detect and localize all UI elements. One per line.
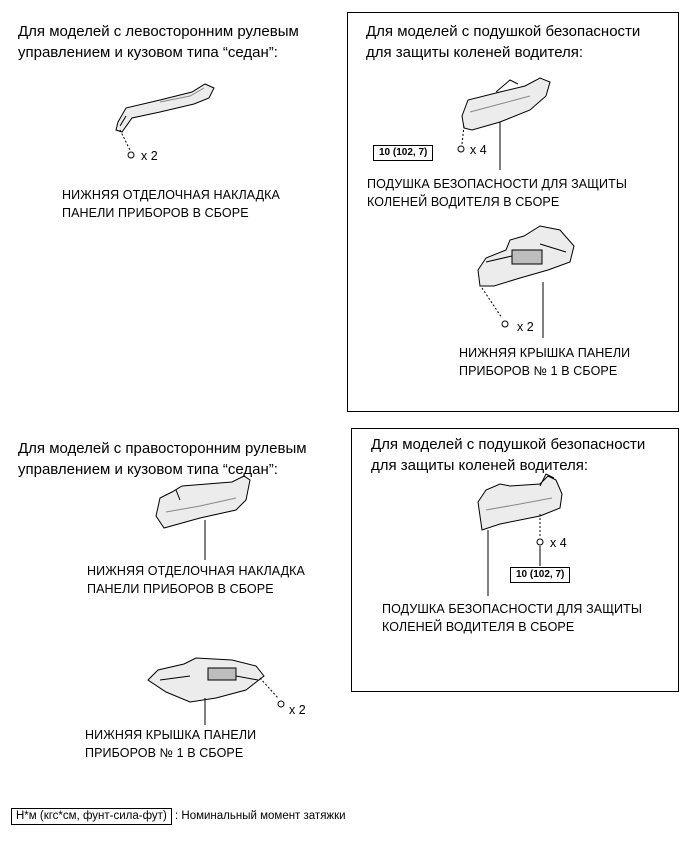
lhd-cover-screw-qty: x 2	[517, 320, 534, 334]
lhd-knee-airbag-heading-line2: для защиты коленей водителя:	[366, 44, 584, 61]
lhd-airbag-label-line1: ПОДУШКА БЕЗОПАСНОСТИ ДЛЯ ЗАЩИТЫ	[367, 177, 628, 191]
rhd-finish-panel-label	[87, 562, 305, 598]
rhd-airbag-label-line2: КОЛЕНЕЙ ВОДИТЕЛЯ В СБОРЕ	[382, 620, 575, 634]
rhd-knee-airbag-heading-line2: для защиты коленей водителя:	[371, 457, 589, 474]
rhd-sedan-heading	[18, 438, 307, 480]
torque-unit-box: Н*м (кгс*см, фунт-сила-фут)	[11, 808, 172, 825]
rhd-cover-screw-icon	[260, 678, 284, 707]
rhd-knee-airbag-heading	[371, 434, 645, 476]
rhd-lower-cover-label-line1: НИЖНЯЯ КРЫШКА ПАНЕЛИ	[85, 728, 257, 742]
lhd-airbag-label-line2: КОЛЕНЕЙ ВОДИТЕЛЯ В СБОРЕ	[367, 195, 560, 209]
lhd-sedan-heading	[18, 21, 299, 63]
rhd-sedan-heading-line2: управлением и кузовом типа “седан”:	[18, 461, 278, 478]
rhd-bolt-qty: x 4	[550, 536, 567, 550]
rhd-airbag-label-line1: ПОДУШКА БЕЗОПАСНОСТИ ДЛЯ ЗАЩИТЫ	[382, 602, 643, 616]
lhd-bolt-qty: x 4	[470, 143, 487, 157]
rhd-cover-screw-qty: x 2	[289, 703, 306, 717]
lhd-finish-panel-label	[62, 186, 280, 222]
lhd-knee-airbag-heading-line1: Для моделей с подушкой безопасности	[366, 23, 641, 40]
lhd-airbag-label	[367, 175, 627, 211]
rhd-lower-cover-label-line2: ПРИБОРОВ № 1 В СБОРЕ	[85, 746, 244, 760]
lhd-lower-cover-label-line1: НИЖНЯЯ КРЫШКА ПАНЕЛИ	[459, 346, 631, 360]
lhd-knee-airbag-heading	[366, 21, 640, 63]
rhd-finish-panel-label-line1: НИЖНЯЯ ОТДЕЛОЧНАЯ НАКЛАДКА	[87, 564, 305, 578]
rhd-sedan-heading-line1: Для моделей с правосторонним рулевым	[18, 440, 307, 457]
lhd-sedan-heading-line2: управлением и кузовом типа “седан”:	[18, 44, 278, 61]
lhd-lower-finish-panel-drawing	[116, 84, 214, 132]
rhd-knee-airbag-heading-line1: Для моделей с подушкой безопасности	[371, 436, 646, 453]
lhd-screw-icon	[120, 130, 134, 158]
lhd-lower-cover-label-line2: ПРИБОРОВ № 1 В СБОРЕ	[459, 364, 618, 378]
torque-unit-description: : Номинальный момент затяжки	[175, 810, 346, 822]
rhd-finish-panel-label-line2: ПАНЕЛИ ПРИБОРОВ В СБОРЕ	[87, 582, 274, 596]
lhd-sedan-heading-line1: Для моделей с левосторонним рулевым	[18, 23, 299, 40]
lhd-finish-panel-label-line1: НИЖНЯЯ ОТДЕЛОЧНАЯ НАКЛАДКА	[62, 188, 280, 202]
rhd-lower-cover-label	[85, 726, 256, 762]
rhd-torque-spec: 10 (102, 7)	[510, 567, 570, 583]
lhd-torque-spec: 10 (102, 7)	[373, 145, 433, 161]
lhd-finish-panel-label-line2: ПАНЕЛИ ПРИБОРОВ В СБОРЕ	[62, 206, 249, 220]
rhd-lower-finish-panel-drawing	[156, 476, 250, 528]
rhd-lower-cover-drawing	[148, 658, 264, 702]
rhd-airbag-label	[382, 600, 642, 636]
lhd-screw-qty: x 2	[141, 149, 158, 163]
lhd-lower-cover-label	[459, 344, 630, 380]
